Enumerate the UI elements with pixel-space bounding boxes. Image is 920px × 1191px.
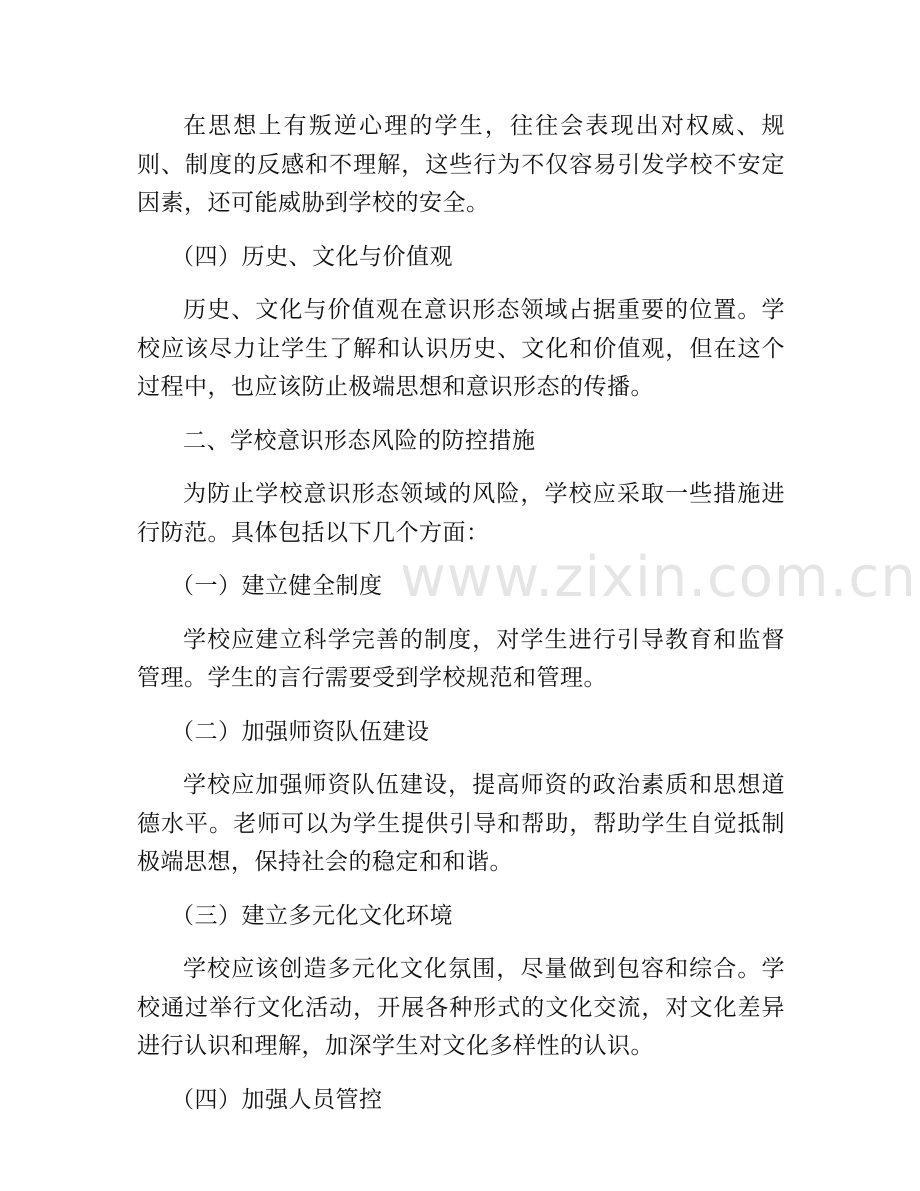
paragraph: 学校应加强师资队伍建设，提高师资的政治素质和思想道德水平。老师可以为学生提供引导和帮助，帮助学生自觉抵制极端思想，保持社会的稳定和和谐。 [137,772,785,875]
section-heading: （四）历史、文化与价值观 [171,243,453,270]
watermark: www.zixin.com.cn [400,545,917,610]
section-heading: （二）加强师资队伍建设 [171,718,430,745]
section-heading: 二、学校意识形态风险的防控措施 [183,427,536,454]
paragraph: 在思想上有叛逆心理的学生，往往会表现出对权威、规则、制度的反感和不理解，这些行为不仅容易引发学校不安定因素，还可能威胁到学校的安全。 [137,113,785,216]
section-heading: （四）加强人员管控 [171,1086,383,1113]
section-heading: （三）建立多元化文化环境 [171,902,453,929]
paragraph: 学校应该创造多元化文化氛围，尽量做到包容和综合。学校通过举行文化活动，开展各种形式的文化交流，对文化差异进行认识和理解，加深学生对文化多样性的认识。 [137,956,785,1059]
paragraph: 历史、文化与价值观在意识形态领域占据重要的位置。学校应该尽力让学生了解和认识历史、文化和价值观，但在这个过程中，也应该防止极端思想和意识形态的传播。 [137,297,785,400]
paragraph: 为防止学校意识形态领域的风险，学校应采取一些措施进行防范。具体包括以下几个方面： [137,481,785,546]
section-heading: （一）建立健全制度 [171,573,383,599]
paragraph: 学校应建立科学完善的制度，对学生进行引导教育和监督管理。学生的言行需要受到学校规范和管理。 [137,626,785,691]
document-body [137,107,785,1134]
